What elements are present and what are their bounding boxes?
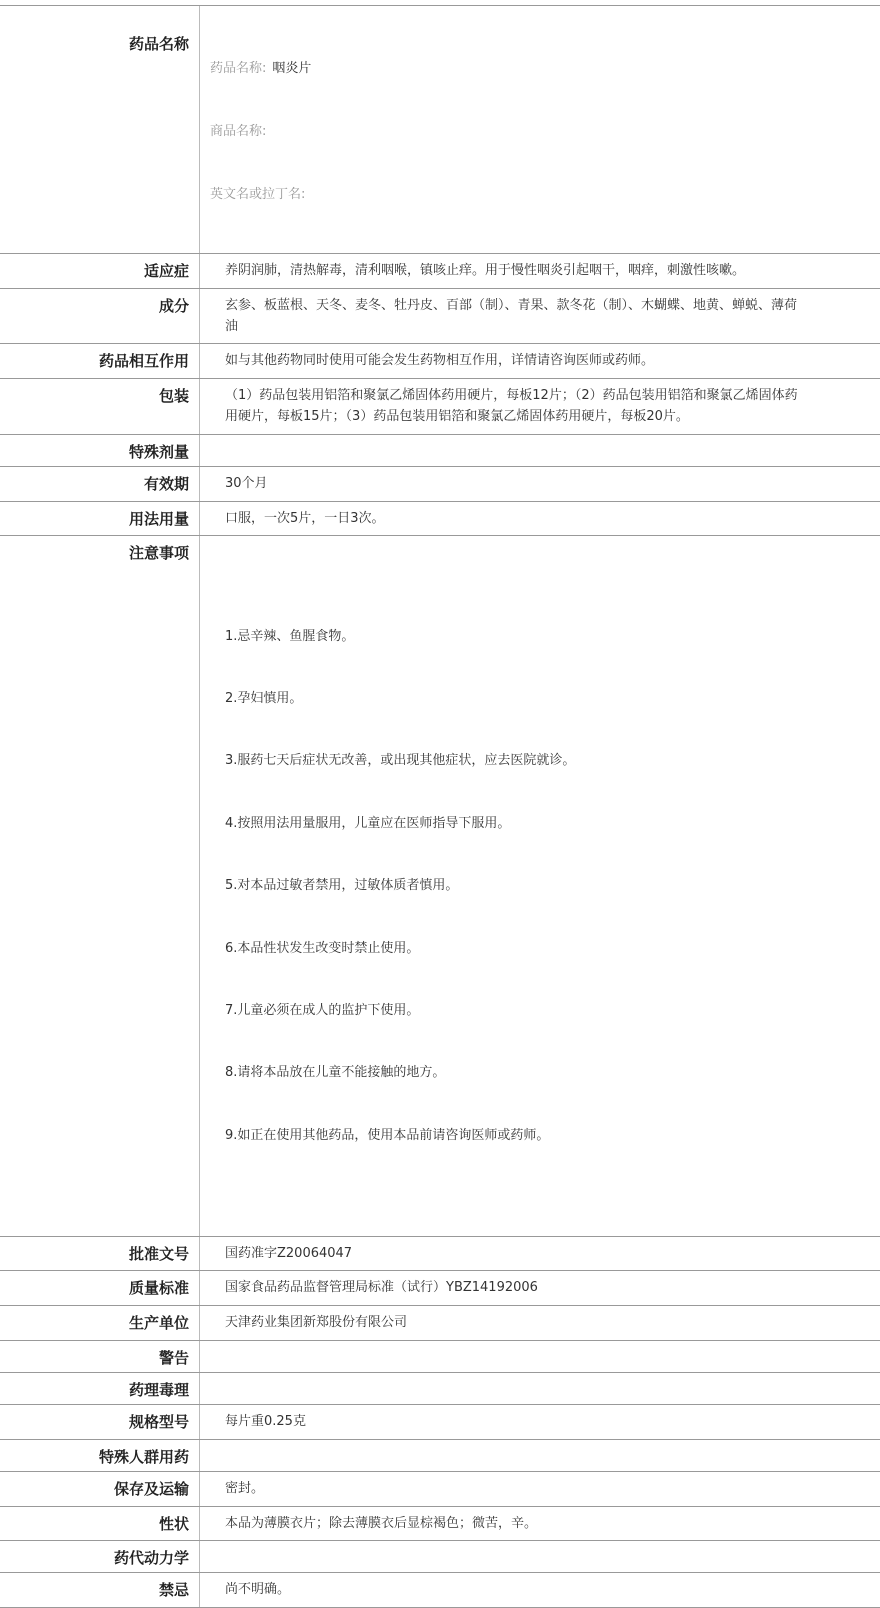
row-pharmacokinetics <box>0 1541 880 1573</box>
list-item: 9.如正在使用其他药品，使用本品前请咨询医师或药师。 <box>225 1127 550 1143</box>
drug-name-label: 药品名称: <box>210 61 267 76</box>
drug-name-value: 咽炎片 <box>272 61 312 76</box>
row-value: 玄参、板蓝根、天冬、麦冬、牡丹皮、百部（制）、青果、款冬花（制）、木蝴蝶、地黄、蝉蜕、薄荷油 <box>225 297 798 334</box>
row-label: 警告 <box>0 1341 200 1372</box>
row-drug-name <box>0 6 880 254</box>
row-label: 性状 <box>0 1507 200 1541</box>
row-appearance <box>0 1507 880 1542</box>
precautions-list <box>225 585 800 1188</box>
row-label: 批准文号 <box>0 1237 200 1271</box>
list-item: 6.本品性状发生改变时禁止使用。 <box>225 940 420 956</box>
drug-info-table <box>0 5 880 1608</box>
row-value <box>200 1373 880 1404</box>
row-special-dosage <box>0 435 880 467</box>
row-special-population <box>0 1440 880 1472</box>
row-label: 禁忌 <box>0 1573 200 1607</box>
row-warning <box>0 1341 880 1373</box>
list-item: 1.忌辛辣、鱼腥食物。 <box>225 628 355 644</box>
row-label: 药品相互作用 <box>0 344 200 378</box>
row-value: 国药准字Z20064047 <box>225 1245 353 1261</box>
row-value <box>200 536 880 1235</box>
row-approval-number <box>0 1237 880 1272</box>
row-label: 成分 <box>0 289 200 344</box>
row-value: 养阴润肺，清热解毒，清利咽喉，镇咳止痒。用于慢性咽炎引起咽干，咽痒，刺激性咳嗽。 <box>225 263 746 278</box>
row-value: （1）药品包装用铝箔和聚氯乙烯固体药用硬片，每板12片；（2）药品包装用铝箔和聚氯乙烯固体药用硬片，每板15片；（3）药品包装用铝箔和聚氯乙烯固体药用硬片，每板20片。 <box>225 388 798 424</box>
list-item: 8.请将本品放在儿童不能接触的地方。 <box>225 1065 446 1081</box>
row-label: 用法用量 <box>0 502 200 536</box>
row-label: 包装 <box>0 379 200 434</box>
row-value: 每片重0.25克 <box>225 1414 306 1430</box>
row-contraindications <box>0 1573 880 1608</box>
row-label: 适应症 <box>0 254 200 288</box>
row-precautions <box>0 536 880 1236</box>
row-value <box>200 1541 880 1572</box>
row-value: 口服，一次5片，一日3次。 <box>225 510 385 526</box>
row-interactions <box>0 344 880 379</box>
row-value: 天津药业集团新郑股份有限公司 <box>225 1315 408 1331</box>
row-label: 药理毒理 <box>0 1373 200 1404</box>
english-name-label: 英文名或拉丁名: <box>210 187 306 202</box>
list-item: 5.对本品过敏者禁用，过敏体质者慎用。 <box>225 878 459 894</box>
row-label: 药品名称 <box>0 6 200 253</box>
row-label: 特殊剂量 <box>0 435 200 466</box>
row-label: 特殊人群用药 <box>0 1440 200 1471</box>
row-value: 密封。 <box>225 1480 265 1496</box>
list-item: 7.儿童必须在成人的监护下使用。 <box>225 1002 420 1018</box>
row-manufacturer <box>0 1306 880 1341</box>
row-value: 本品为薄膜衣片；除去薄膜衣后显棕褐色；微苦，辛。 <box>225 1515 538 1531</box>
row-quality-standard <box>0 1271 880 1306</box>
row-storage <box>0 1472 880 1507</box>
row-value <box>200 1440 880 1471</box>
row-value: 如与其他药物同时使用可能会发生药物相互作用，详情请咨询医师或药师。 <box>225 353 655 369</box>
row-value: 30个月 <box>225 475 268 491</box>
list-item: 2.孕妇慎用。 <box>225 690 303 706</box>
row-value <box>200 1341 880 1372</box>
list-item: 3.服药七天后症状无改善，或出现其他症状，应去医院就诊。 <box>225 753 576 769</box>
row-label: 质量标准 <box>0 1271 200 1305</box>
row-shelf-life <box>0 467 880 502</box>
row-packaging <box>0 379 880 435</box>
row-value: 国家食品药品监督管理局标准（试行）YBZ14192006 <box>225 1280 538 1296</box>
row-value <box>200 6 880 253</box>
row-value <box>200 435 880 466</box>
row-label: 生产单位 <box>0 1306 200 1340</box>
row-ingredients <box>0 289 880 345</box>
row-indications <box>0 254 880 289</box>
row-value: 尚不明确。 <box>225 1582 291 1598</box>
row-label: 有效期 <box>0 467 200 501</box>
row-label: 保存及运输 <box>0 1472 200 1506</box>
list-item: 4.按照用法用量服用，儿童应在医师指导下服用。 <box>225 815 511 831</box>
row-pharmacology <box>0 1373 880 1405</box>
drug-name-line <box>210 58 870 79</box>
row-usage <box>0 502 880 537</box>
row-specification <box>0 1405 880 1440</box>
row-label: 药代动力学 <box>0 1541 200 1572</box>
row-label: 规格型号 <box>0 1405 200 1439</box>
row-label: 注意事项 <box>0 536 200 1235</box>
trade-name-label: 商品名称: <box>210 124 267 139</box>
